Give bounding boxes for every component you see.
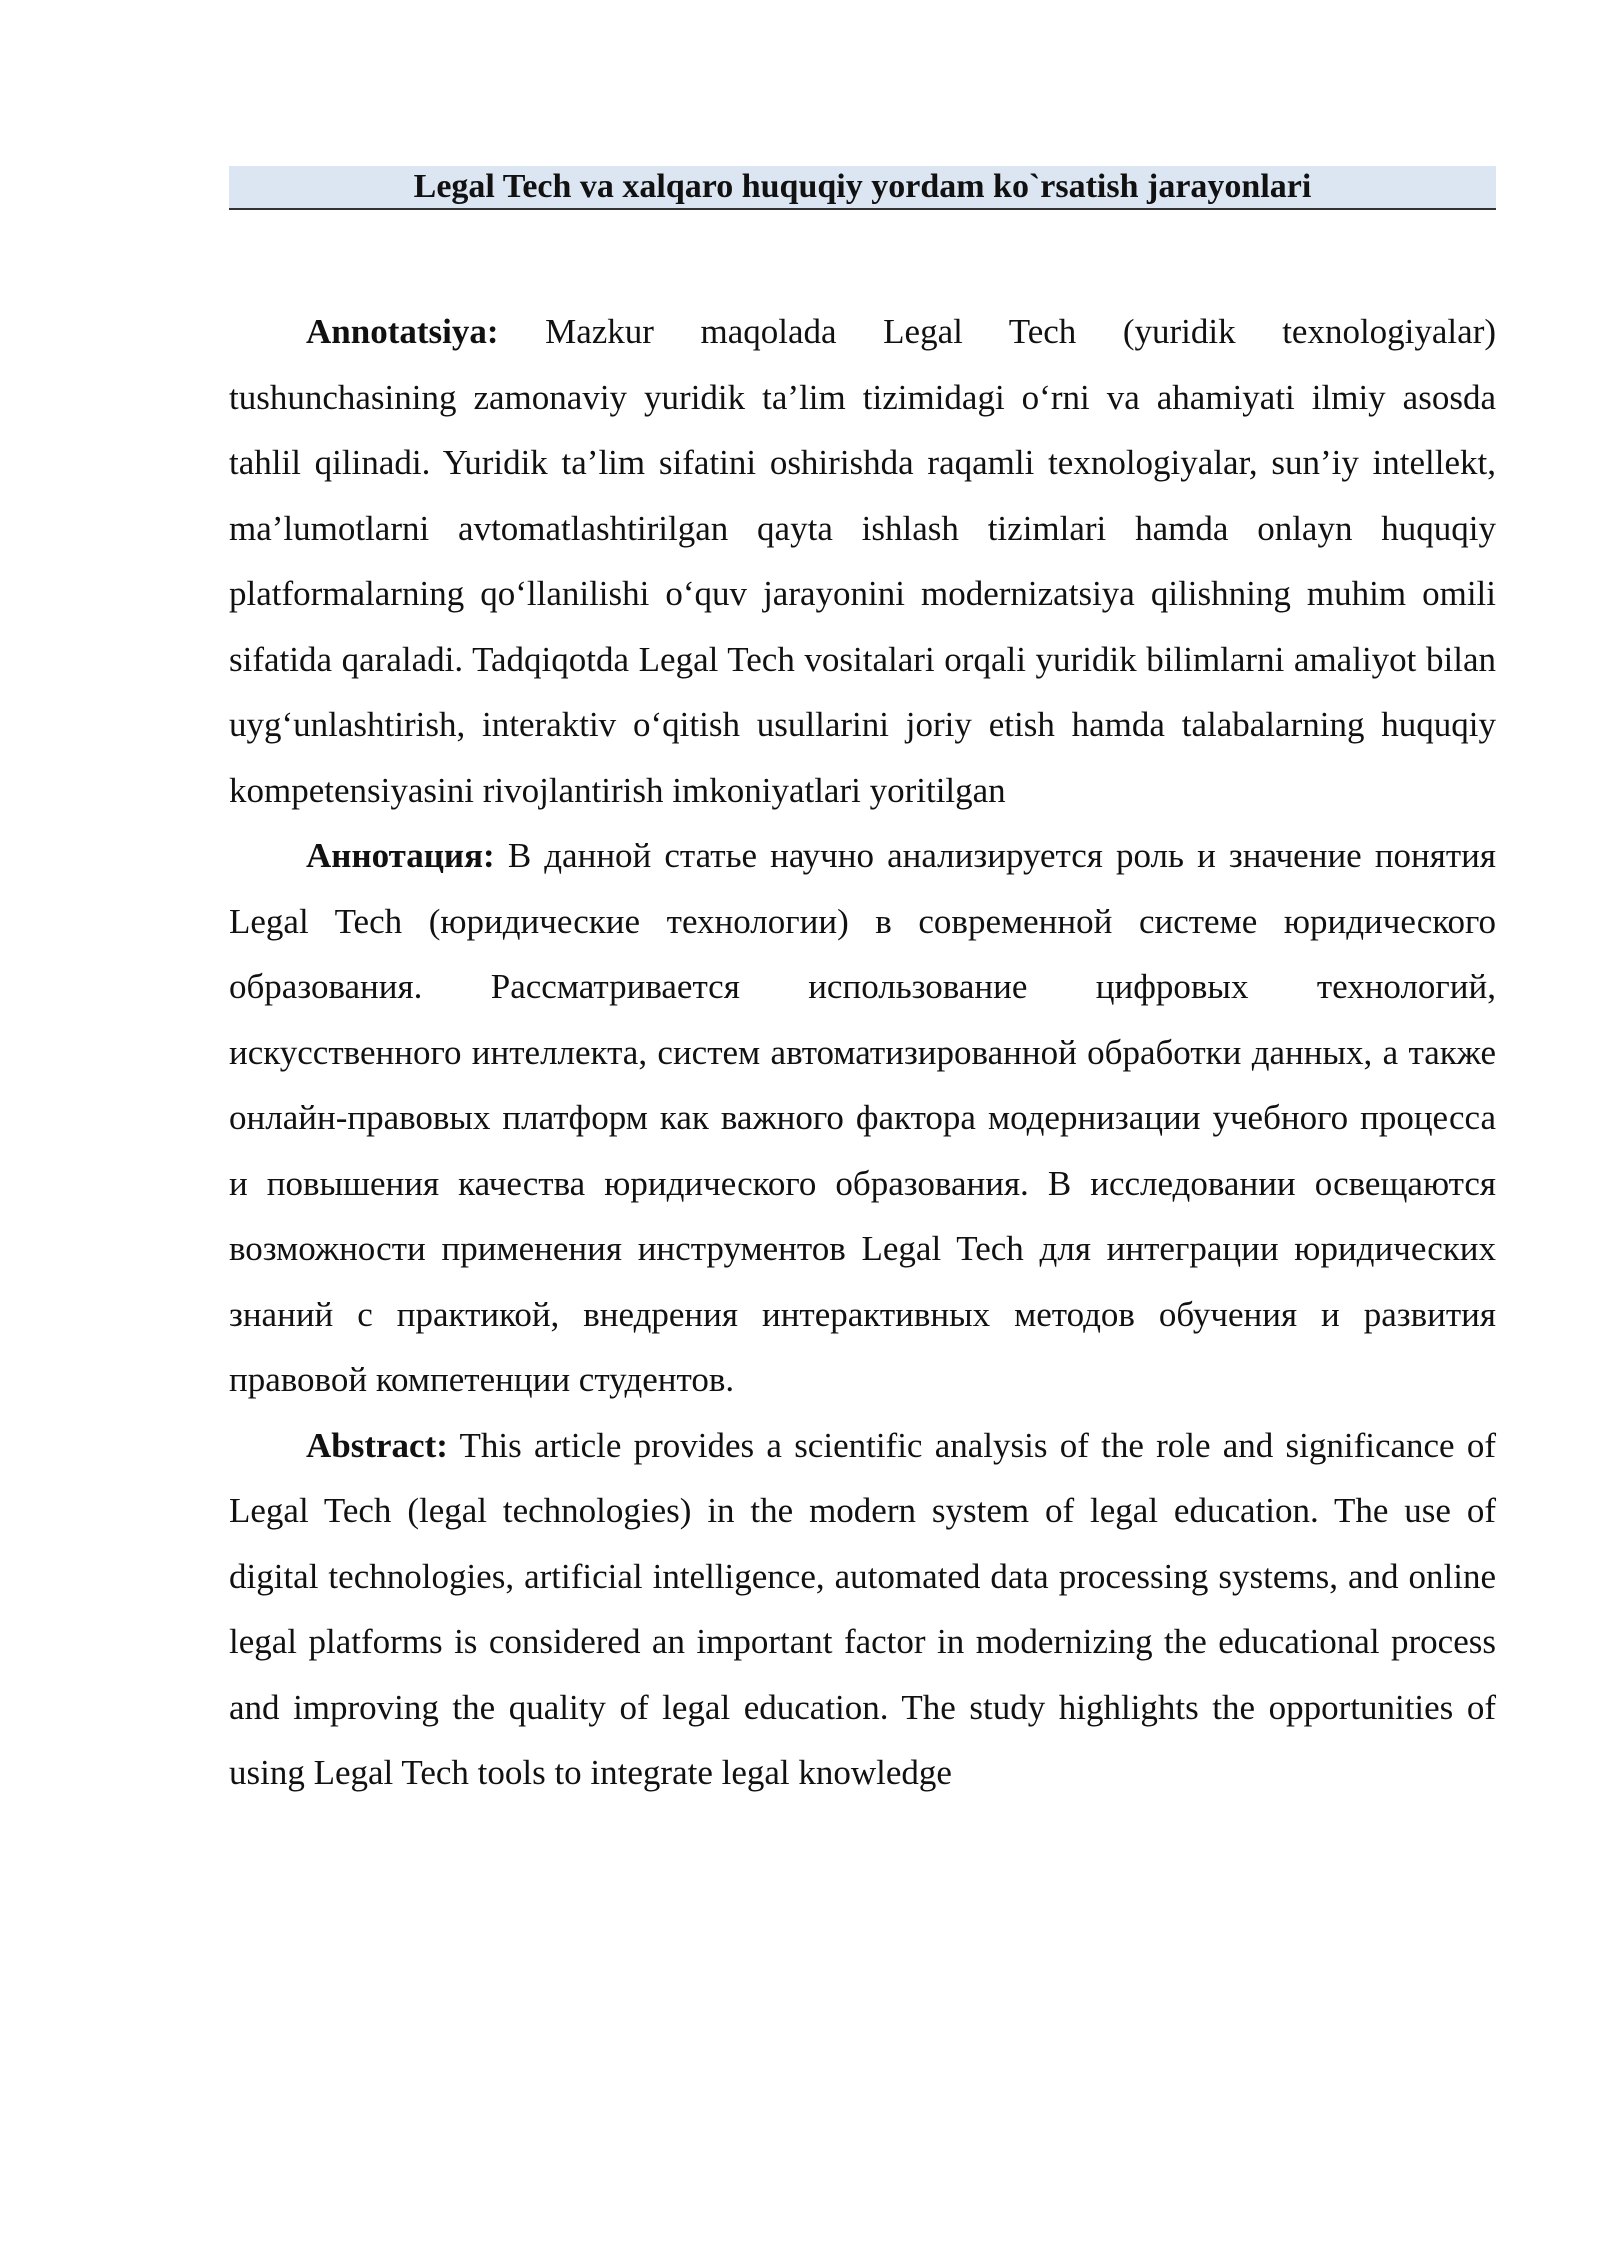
- annotation-ru-text: В данной статье научно анализируется роль и значение понятия Legal Tech (юридические технологии) в современной системе юридического образования. Рассматривается использование цифровых технологий, искусственного интеллекта, систем автоматизированной обработки данных, а также онлайн-правовых платформ как важного фактора модернизации учебного процесса и повышения качества юридического образования. В исследовании освещаются возможности применения инструментов Legal Tech для интеграции юридических знаний с практикой, внедрения интерактивных методов обучения и развития правовой компетенции студентов.: [229, 836, 1496, 1399]
- annotation-uz-paragraph: [229, 299, 1496, 823]
- title-banner: [229, 166, 1496, 210]
- page-title: Legal Tech va xalqaro huquqiy yordam ko`rsatish jarayonlari: [413, 168, 1312, 205]
- annotation-ru-paragraph: [229, 823, 1496, 1413]
- annotation-uz-text: Mazkur maqolada Legal Tech (yuridik texnologiyalar) tushunchasining zamonaviy yuridik ta’lim tizimidagi o‘rni va ahamiyati ilmiy asosda tahlil qilinadi. Yuridik ta’lim sifatini oshirishda raqamli texnologiyalar, sun’iy intellekt, ma’lumotlarni avtomatlashtirilgan qayta ishlash tizimlari hamda onlayn huquqiy platformalarning qo‘llanilishi o‘quv jarayonini modernizatsiya qilishning muhim omili sifatida qaraladi. Tadqiqotda Legal Tech vositalari orqali yuridik bilimlarni amaliyot bilan uyg‘unlashtirish, interaktiv o‘qitish usullarini joriy etish hamda talabalarning huquqiy kompetensiyasini rivojlantirish imkoniyatlari yoritilgan: [229, 312, 1496, 810]
- abstract-en-text: This article provides a scientific analysis of the role and significance of Legal Tech (legal technologies) in the modern system of legal education. The use of digital technologies, artificial intelligence, automated data processing systems, and online legal platforms is considered an important factor in modernizing the educational process and improving the quality of legal education. The study highlights the opportunities of using Legal Tech tools to integrate legal knowledge: [229, 1425, 1496, 1792]
- annotation-ru-heading: Аннотация:: [306, 836, 495, 875]
- abstract-en-heading: Abstract:: [306, 1425, 448, 1465]
- document-body: [229, 299, 1496, 1806]
- annotation-uz-heading: Annotatsiya:: [306, 312, 499, 351]
- abstract-en-paragraph: [229, 1413, 1496, 1806]
